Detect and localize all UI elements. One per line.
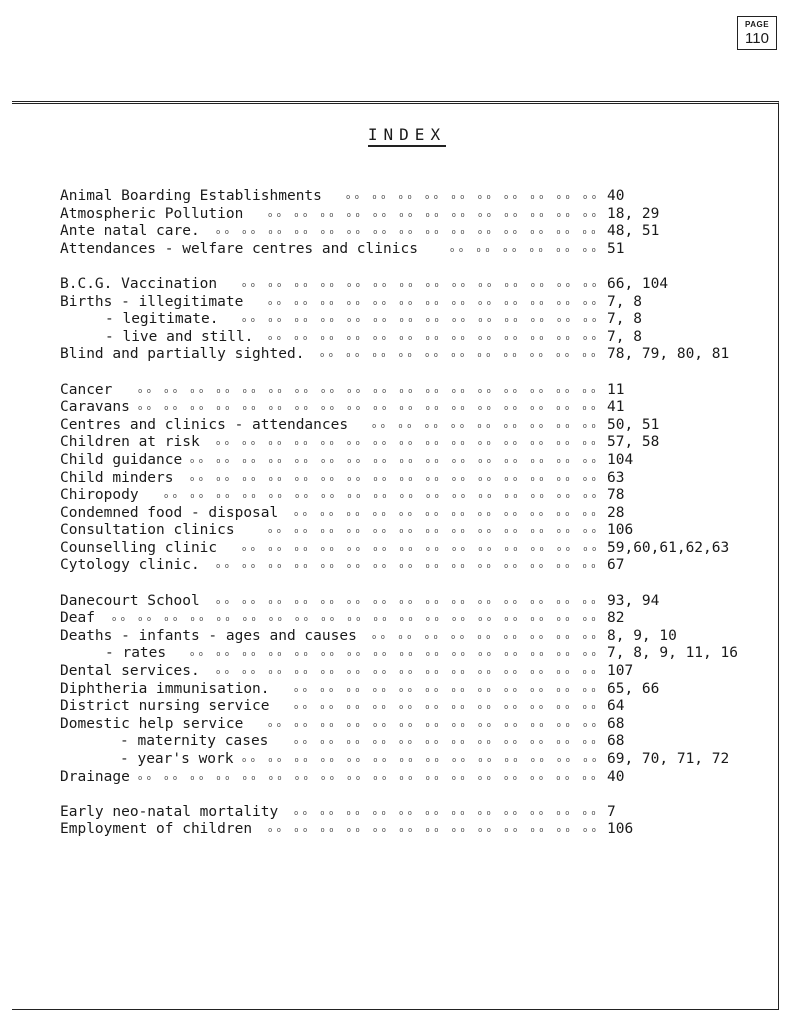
index-pages: 106 <box>607 522 634 539</box>
index-term: Blind and partially sighted. <box>60 346 305 363</box>
index-pages: 28 <box>607 504 625 521</box>
index-pages: 51 <box>607 240 625 257</box>
index-entry <box>60 241 780 259</box>
index-entry <box>60 382 780 400</box>
index-term: Consultation clinics <box>60 522 235 539</box>
index-term: District nursing service <box>60 698 270 715</box>
index-entry <box>60 452 780 470</box>
index-pages: 18, 29 <box>607 205 660 222</box>
index-entry <box>60 628 780 646</box>
index-pages: 7, 8 <box>607 293 642 310</box>
leader-dots: o o o o o o o o o o o o o o o o o o o o o o o o o o o o <box>242 316 597 325</box>
index-pages: 48, 51 <box>607 223 660 240</box>
leader-dots: o o o o o o o o o o o o <box>450 245 597 254</box>
leader-dots: o o o o o o o o o o o o o o o o o o o o o o o o o o <box>268 720 597 729</box>
index-term: - year's work <box>120 751 234 767</box>
index-term: Condemned food - disposal <box>60 504 279 521</box>
index-entry <box>60 698 780 716</box>
leader-dots: o o o o o o o o o o o o o o o o o o o o o o o o <box>294 703 596 712</box>
index-entry <box>60 294 780 312</box>
index-entry <box>60 540 780 558</box>
leader-dots: o o o o o o o o o o o o o o o o o o o o o o o o o o <box>268 527 597 536</box>
index-pages: 68 <box>607 715 625 732</box>
leader-dots: o o o o o o o o o o o o o o o o o o o o o o o o o o <box>268 298 597 307</box>
leader-dots: o o o o o o o o o o o o o o o o o o o o o o o o o o o o <box>242 544 597 553</box>
index-entry <box>60 645 780 663</box>
leader-dots: o o o o o o o o o o o o o o o o o o o o o o o o o o o o o o <box>216 228 596 237</box>
index-pages: 7, 8 <box>607 311 642 328</box>
leader-dots: o o o o o o o o o o o o o o o o o o o o o o o o o o o o o o o o <box>190 456 596 465</box>
index-entry <box>60 470 780 488</box>
leader-dots: o o o o o o o o o o o o o o o o o o o o o o o o o o o o o o <box>216 668 596 677</box>
index-term: - live and still. <box>105 328 254 345</box>
index-pages: 41 <box>607 399 625 416</box>
index-pages: 67 <box>607 557 625 574</box>
leader-dots: o o o o o o o o o o o o o o o o o o o o o o o o o o <box>268 210 597 219</box>
index-term: Counselling clinic <box>60 539 218 556</box>
index-pages: 63 <box>607 469 625 486</box>
leader-dots: o o o o o o o o o o o o o o o o o o o o o o o o <box>294 685 596 694</box>
index-title-text: INDEX <box>368 125 446 147</box>
index-entry <box>60 716 780 734</box>
page-number-box <box>737 16 777 50</box>
index-term: B.C.G. Vaccination <box>60 275 218 292</box>
page-label: PAGE <box>744 20 770 29</box>
index-entry <box>60 434 780 452</box>
index-pages: 64 <box>607 698 625 715</box>
leader-dots: o o o o o o o o o o o o o o o o o o o o o o o o o o o o <box>242 280 597 289</box>
index-term: Early neo-natal mortality <box>60 803 279 820</box>
leader-dots: o o o o o o o o o o o o o o o o o o <box>372 421 596 430</box>
leader-dots: o o o o o o o o o o o o o o o o o o o o o o o o <box>294 738 596 747</box>
index-pages: 78 <box>607 487 625 504</box>
index-entry <box>60 329 780 347</box>
leader-dots: o o o o o o o o o o o o o o o o o o o o o o o o o o o o o o o o o o o o <box>138 386 596 395</box>
index-term: Cytology clinic. <box>60 557 200 574</box>
index-pages: 40 <box>607 768 625 785</box>
index-term: Employment of children <box>60 821 253 838</box>
index-term: Child guidance <box>60 451 183 468</box>
leader-dots: o o o o o o o o o o o o o o o o o o o o o o o o o o o o o o o o <box>190 474 596 483</box>
leader-dots: o o o o o o o o o o o o o o o o o o o o o o o o <box>294 509 596 518</box>
index-entry <box>60 487 780 505</box>
leader-dots: o o o o o o o o o o o o o o o o o o o o o o o o o o o o o o <box>216 562 596 571</box>
index-entry <box>60 188 780 206</box>
leader-dots: o o o o o o o o o o o o o o o o o o o o o o o o o o <box>268 333 597 342</box>
index-pages: 68 <box>607 733 625 750</box>
index-entry <box>60 557 780 575</box>
index-term: Chiropody <box>60 487 139 504</box>
group-gap <box>60 258 780 276</box>
index-entry <box>60 804 780 822</box>
index-pages: 7 <box>607 803 616 820</box>
leader-dots: o o o o o o o o o o o o o o o o o o o o o o o o o o o o o o o o o o <box>164 492 597 501</box>
index-entry <box>60 663 780 681</box>
leader-dots: o o o o o o o o o o o o o o o o o o o o o o o o o o o o o o o o o o o o <box>138 404 596 413</box>
group-gap <box>60 575 780 593</box>
index-term: Domestic help service <box>60 715 244 732</box>
leader-dots: o o o o o o o o o o o o o o o o o o o o o o o o o o o o <box>242 756 597 764</box>
index-pages: 57, 58 <box>607 434 660 451</box>
index-pages: 107 <box>607 663 634 680</box>
index-term: Diphtheria immunisation. <box>60 680 270 697</box>
index-term: Dental services. <box>60 663 200 680</box>
index-entry <box>60 733 780 751</box>
index-term: Atmospheric Pollution <box>60 205 244 222</box>
index-pages: 82 <box>607 610 625 627</box>
leader-dots: o o o o o o o o o o o o o o o o o o o o <box>346 193 597 201</box>
index-pages: 50, 51 <box>607 416 660 433</box>
index-entry <box>60 399 780 417</box>
index-term: Deaths - infants - ages and causes <box>60 627 357 644</box>
index-term: Attendances - welfare centres and clinics <box>60 240 418 257</box>
leader-dots: o o o o o o o o o o o o o o o o o o o o o o <box>320 351 596 360</box>
index-pages: 78, 79, 80, 81 <box>607 346 730 363</box>
index-term: Children at risk <box>60 434 200 451</box>
index-entry <box>60 505 780 523</box>
leader-dots: o o o o o o o o o o o o o o o o o o o o o o o o <box>294 808 596 817</box>
leader-dots: o o o o o o o o o o o o o o o o o o <box>372 632 596 641</box>
leader-dots: o o o o o o o o o o o o o o o o o o o o o o o o o o o o o o o o o o o o <box>138 773 596 782</box>
index-pages: 11 <box>607 381 625 398</box>
index-entry <box>60 223 780 241</box>
index-pages: 40 <box>607 188 625 204</box>
index-entry <box>60 311 780 329</box>
index-pages: 104 <box>607 451 634 468</box>
index-term: - legitimate. <box>105 311 219 328</box>
index-pages: 7, 8 <box>607 328 642 345</box>
index-term: Cancer <box>60 381 113 398</box>
index-pages: 106 <box>607 821 634 838</box>
index-entry <box>60 593 780 611</box>
index-title <box>0 125 800 147</box>
index-term: Child minders <box>60 469 174 486</box>
index-pages: 7, 8, 9, 11, 16 <box>607 645 738 662</box>
index-entry <box>60 610 780 628</box>
index-term: Drainage <box>60 768 130 785</box>
index-entry <box>60 769 780 787</box>
index-term: Deaf <box>60 610 95 627</box>
leader-dots: o o o o o o o o o o o o o o o o o o o o o o o o o o <box>268 826 597 835</box>
index-term: Births - illegitimate <box>60 293 244 310</box>
leader-dots: o o o o o o o o o o o o o o o o o o o o o o o o o o o o o o o o <box>190 650 596 659</box>
group-gap <box>60 786 780 804</box>
leader-dots: o o o o o o o o o o o o o o o o o o o o o o o o o o o o o o <box>216 439 596 448</box>
index-entry <box>60 206 780 224</box>
index-entry <box>60 821 780 839</box>
index-pages: 69, 70, 71, 72 <box>607 751 730 767</box>
index-entries <box>60 188 780 839</box>
index-pages: 66, 104 <box>607 275 669 292</box>
index-pages: 8, 9, 10 <box>607 627 677 644</box>
index-pages: 59,60,61,62,63 <box>607 539 730 556</box>
index-pages: 65, 66 <box>607 680 660 697</box>
index-entry <box>60 417 780 435</box>
index-term: Centres and clinics - attendances <box>60 416 349 433</box>
index-pages: 93, 94 <box>607 592 660 609</box>
index-entry <box>60 346 780 364</box>
index-term: Danecourt School <box>60 592 200 609</box>
index-term: Ante natal care. <box>60 223 200 240</box>
page-number: 110 <box>745 30 769 47</box>
index-term: - maternity cases <box>120 733 269 750</box>
index-term: Caravans <box>60 399 130 416</box>
group-gap <box>60 364 780 382</box>
index-term: Animal Boarding Establishments <box>60 188 322 204</box>
leader-dots: o o o o o o o o o o o o o o o o o o o o o o o o o o o o o o <box>216 597 596 606</box>
index-entry <box>60 522 780 540</box>
index-entry <box>60 276 780 294</box>
index-entry <box>60 751 780 769</box>
index-term: - rates <box>105 645 167 662</box>
leader-dots: o o o o o o o o o o o o o o o o o o o o o o o o o o o o o o o o o o o o o o <box>112 615 596 624</box>
index-entry <box>60 681 780 699</box>
